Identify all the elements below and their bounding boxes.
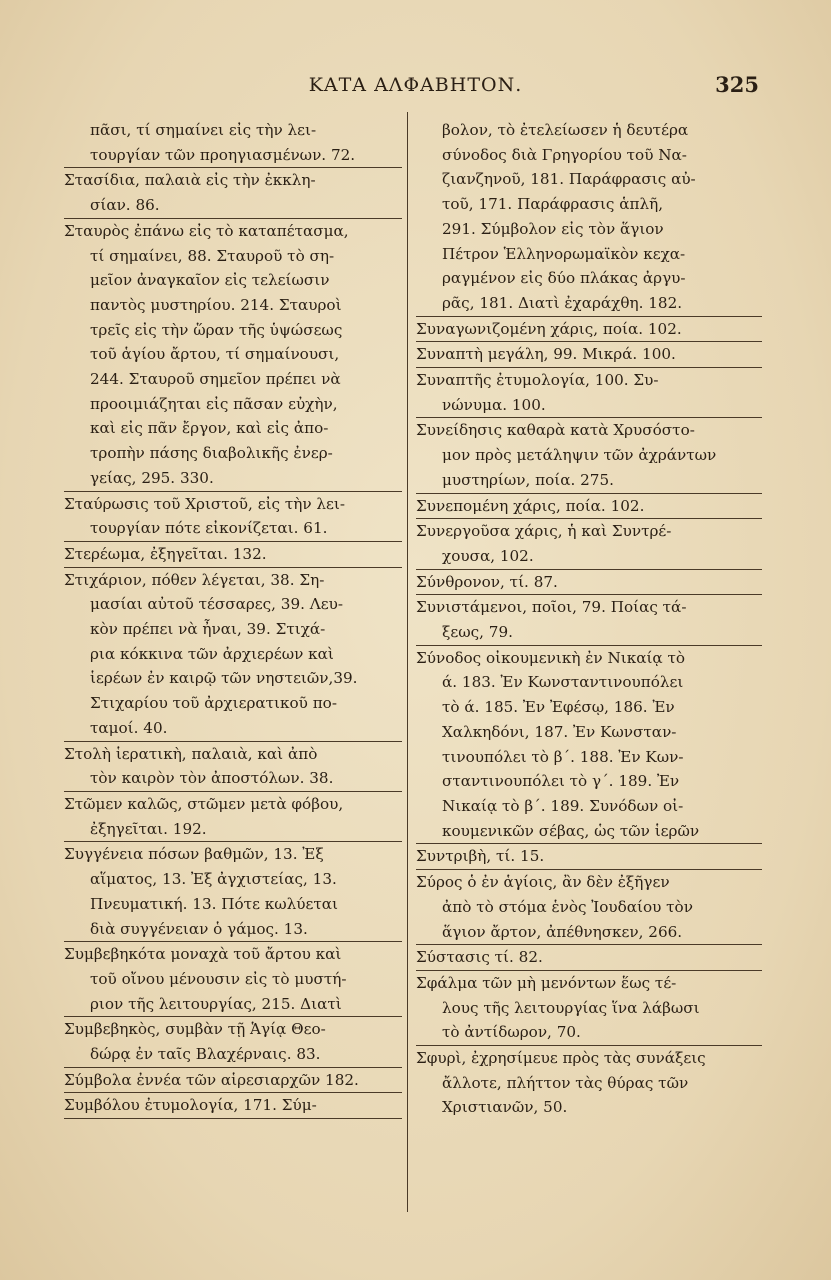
index-entry xyxy=(416,945,762,971)
column-divider xyxy=(407,112,408,1212)
text-line: Σταυρὸς ἐπάνω εἰς τὸ καταπέτασμα, xyxy=(64,221,349,240)
page-number: 325 xyxy=(715,72,759,97)
text-line: ραγμένον εἰς δύο πλάκας ἀργυ- xyxy=(442,269,686,288)
text-line: ἄλλοτε, πλήττον τὰς θύρας τῶν xyxy=(442,1073,689,1092)
text-line: μασίαι αὐτοῦ τέσσαρες, 39. Λευ- xyxy=(90,595,343,614)
index-entry xyxy=(416,418,762,493)
text-line: Στιχάριον, πόθεν λέγεται, 38. Ση- xyxy=(64,570,325,589)
text-line: ἱερέων ἐν καιρῷ τῶν νηστειῶν,39. xyxy=(90,669,358,688)
index-entry xyxy=(416,870,762,945)
index-entry xyxy=(64,1068,402,1094)
text-line: λους τῆς λειτουργίας ἵνα λάβωσι xyxy=(442,998,700,1017)
text-line: 291. Σύμβολον εἰς τὸν ἅγιον xyxy=(442,219,664,238)
index-entry xyxy=(416,1046,762,1120)
text-line: Πέτρον Ἑλληνορωμαϊκὸν κεχα- xyxy=(442,244,686,263)
text-line: αἵματος, 13. Ἐξ ἀγχιστείας, 13. xyxy=(90,870,337,889)
index-entry xyxy=(416,342,762,368)
text-line: Στασίδια, παλαιὰ εἰς τὴν ἐκκλη- xyxy=(64,171,316,190)
text-line: τὸ ά. 185. Ἐν Ἐφέσῳ, 186. Ἐν xyxy=(442,698,675,717)
text-line: Σύμβολα ἐννέα τῶν αἱρεσιαρχῶν 182. xyxy=(64,1070,359,1089)
text-line: Συντριβὴ, τί. 15. xyxy=(416,844,762,870)
index-entry xyxy=(416,494,762,520)
text-line: ἅγιον ἄρτον, ἀπέθνησκεν, 266. xyxy=(416,920,762,946)
index-entry xyxy=(416,595,762,645)
page-header-title: ΚΑΤΑ ΑΛΦΑΒΗΤΟΝ. xyxy=(308,74,523,96)
index-entry xyxy=(64,742,402,792)
text-line: Σταύρωσις τοῦ Χριστοῦ, εἰς τὴν λει- xyxy=(64,494,345,513)
text-line: τὸ ἀντίδωρον, 70. xyxy=(416,1020,762,1046)
text-line: μον πρὸς μετάληψιν τῶν ἀχράντων xyxy=(442,446,717,465)
text-line: τινουπόλει τὸ β΄. 188. Ἐν Κων- xyxy=(442,747,684,766)
index-entry xyxy=(416,317,762,343)
text-line: δώρᾳ ἐν ταῖς Βλαχέρναις. 83. xyxy=(64,1042,402,1068)
text-line: Στῶμεν καλῶς, στῶμεν μετὰ φόβου, xyxy=(64,794,344,813)
index-entry xyxy=(64,219,402,492)
text-line: ζιανζηνοῦ, 181. Παράφρασις αὐ- xyxy=(442,170,696,189)
text-line: χουσα, 102. xyxy=(416,544,762,570)
index-entry xyxy=(416,646,762,845)
index-entry xyxy=(416,368,762,418)
text-line: Συγγένεια πόσων βαθμῶν, 13. Ἐξ xyxy=(64,845,324,864)
text-line: Συνιστάμενοι, ποῖοι, 79. Ποίας τά- xyxy=(416,598,687,617)
text-line: ἐξηγεῖται. 192. xyxy=(64,817,402,843)
text-line: βολον, τὸ ἐτελείωσεν ἡ δευτέρα xyxy=(442,121,689,139)
text-line: Σφάλμα τῶν μὴ μενόντων ἕως τέ- xyxy=(416,973,677,992)
index-entry xyxy=(64,942,402,1017)
left-column xyxy=(64,118,402,1119)
text-line: Συνεπομένη χάρις, ποία. 102. xyxy=(416,494,762,520)
text-line: Σύρος ὁ ἐν ἁγίοις, ἂν δὲν ἐξῆγεν xyxy=(416,873,670,892)
text-line: γείας, 295. 330. xyxy=(90,468,214,487)
index-entry xyxy=(64,842,402,942)
text-line: Στερέωμα, ἐξηγεῖται. 132. xyxy=(64,542,402,568)
text-line: τοῦ, 171. Παράφρασις ἁπλῆ, xyxy=(442,195,664,214)
text-line: Σύστασις τί. 82. xyxy=(416,945,762,971)
text-line: 244. Σταυροῦ σημεῖον πρέπει νὰ xyxy=(90,370,341,389)
index-entry xyxy=(416,570,762,596)
text-line: κουμενικῶν σέβας, ὡς τῶν ἱερῶν xyxy=(416,819,762,845)
index-entry xyxy=(64,1093,402,1119)
text-line: τοῦ ἁγίου ἄρτου, τί σημαίνουσι, xyxy=(90,345,340,364)
text-line: παντὸς μυστηρίου. 214. Σταυροὶ xyxy=(90,295,342,314)
index-entry xyxy=(416,844,762,870)
text-line: πᾶσι, τί σημαίνει εἰς τὴν λει- xyxy=(90,121,317,139)
text-line: Συναπτῆς ἐτυμολογία, 100. Συ- xyxy=(416,371,659,390)
text-line: σταντινουπόλει τὸ γ΄. 189. Ἐν xyxy=(442,772,680,791)
text-line: ά. 183. Ἐν Κωνσταντινουπόλει xyxy=(442,673,684,692)
text-line: Συνείδησις καθαρὰ κατὰ Χρυσόστο- xyxy=(416,421,695,440)
text-line: Συναγωνιζομένη χάρις, ποία. 102. xyxy=(416,317,762,343)
text-line: Νικαίᾳ τὸ β΄. 189. Συνόδων οἰ- xyxy=(442,796,684,815)
index-entry xyxy=(416,971,762,1046)
text-line: Χριστιανῶν, 50. xyxy=(442,1098,568,1117)
text-line: ἀπὸ τὸ στόμα ἑνὸς Ἰουδαίου τὸν xyxy=(442,897,693,916)
text-line: μυστηρίων, ποία. 275. xyxy=(416,468,762,494)
text-line: Συναπτὴ μεγάλη, 99. Μικρά. 100. xyxy=(416,342,762,368)
text-line: Συμβόλου ἐτυμολογία, 171. Σύμ- xyxy=(64,1093,402,1119)
text-line: Συμβεβηκὸς, συμβὰν τῇ Ἁγίᾳ Θεο- xyxy=(64,1020,326,1039)
index-entry xyxy=(64,792,402,842)
text-line: τρεῖς εἰς τὴν ὥραν τῆς ὑψώσεως xyxy=(90,320,343,339)
text-line: Συμβεβηκότα μοναχὰ τοῦ ἄρτου καὶ xyxy=(64,945,342,964)
text-line: τροπὴν πάσης διαβολικῆς ἐνερ- xyxy=(90,444,333,463)
text-line: ταμοί. 40. xyxy=(64,716,402,742)
text-line: Σύνοδος οἰκουμενικὴ ἐν Νικαίᾳ τὸ xyxy=(416,648,686,667)
index-entry xyxy=(416,118,762,317)
text-line: κὸν πρέπει νὰ ἦναι, 39. Στιχά- xyxy=(90,620,326,639)
text-line: Στιχαρίου τοῦ ἀρχιερατικοῦ πο- xyxy=(90,694,337,713)
right-column xyxy=(416,118,762,1120)
index-entry xyxy=(64,568,402,742)
text-line: καὶ εἰς πᾶν ἔργον, καὶ εἰς ἀπο- xyxy=(90,419,329,438)
text-line: ριον τῆς λειτουργίας, 215. Διατὶ xyxy=(64,992,402,1018)
text-line: νώνυμα. 100. xyxy=(416,393,762,419)
text-line: τουργίαν πότε εἰκονίζεται. 61. xyxy=(64,516,402,542)
text-line: ρᾶς, 181. Διατὶ ἐχαράχθη. 182. xyxy=(416,291,762,317)
text-line: διὰ συγγένειαν ὁ γάμος. 13. xyxy=(64,917,402,943)
text-line: Πνευματική. 13. Πότε κωλύεται xyxy=(90,894,338,913)
text-line: σίαν. 86. xyxy=(64,193,402,219)
index-entry xyxy=(416,519,762,569)
text-line: τὸν καιρὸν τὸν ἀποστόλων. 38. xyxy=(64,766,402,792)
text-line: τοῦ οἴνου μένουσιν εἰς τὸ μυστή- xyxy=(90,969,347,988)
index-entry xyxy=(64,1017,402,1067)
text-line: προοιμιάζηται εἰς πᾶσαν εὐχὴν, xyxy=(90,394,338,413)
index-entry xyxy=(64,118,402,168)
text-line: Συνεργοῦσα χάρις, ἡ καὶ Συντρέ- xyxy=(416,522,672,541)
index-entry xyxy=(64,492,402,542)
text-line: Χαλκηδόνι, 187. Ἐν Κωνσταν- xyxy=(442,722,677,741)
text-line: Σφυρὶ, ἐχρησίμευε πρὸς τὰς συνάξεις xyxy=(416,1049,706,1068)
text-line: τί σημαίνει, 88. Σταυροῦ τὸ ση- xyxy=(90,246,335,265)
text-line: Σύνθρονον, τί. 87. xyxy=(416,570,762,596)
text-line: Στολὴ ἱερατικὴ, παλαιὰ, καὶ ἀπὸ xyxy=(64,744,318,763)
index-entry xyxy=(64,168,402,218)
text-line: σύνοδος διὰ Γρηγορίου τοῦ Να- xyxy=(442,145,687,164)
text-line: μεῖον ἀναγκαῖον εἰς τελείωσιν xyxy=(90,271,330,290)
index-entry xyxy=(64,542,402,568)
text-line: ρια κόκκινα τῶν ἀρχιερέων καὶ xyxy=(90,644,334,663)
text-line: ξεως, 79. xyxy=(416,620,762,646)
text-line: τουργίαν τῶν προηγιασμένων. 72. xyxy=(64,143,402,169)
